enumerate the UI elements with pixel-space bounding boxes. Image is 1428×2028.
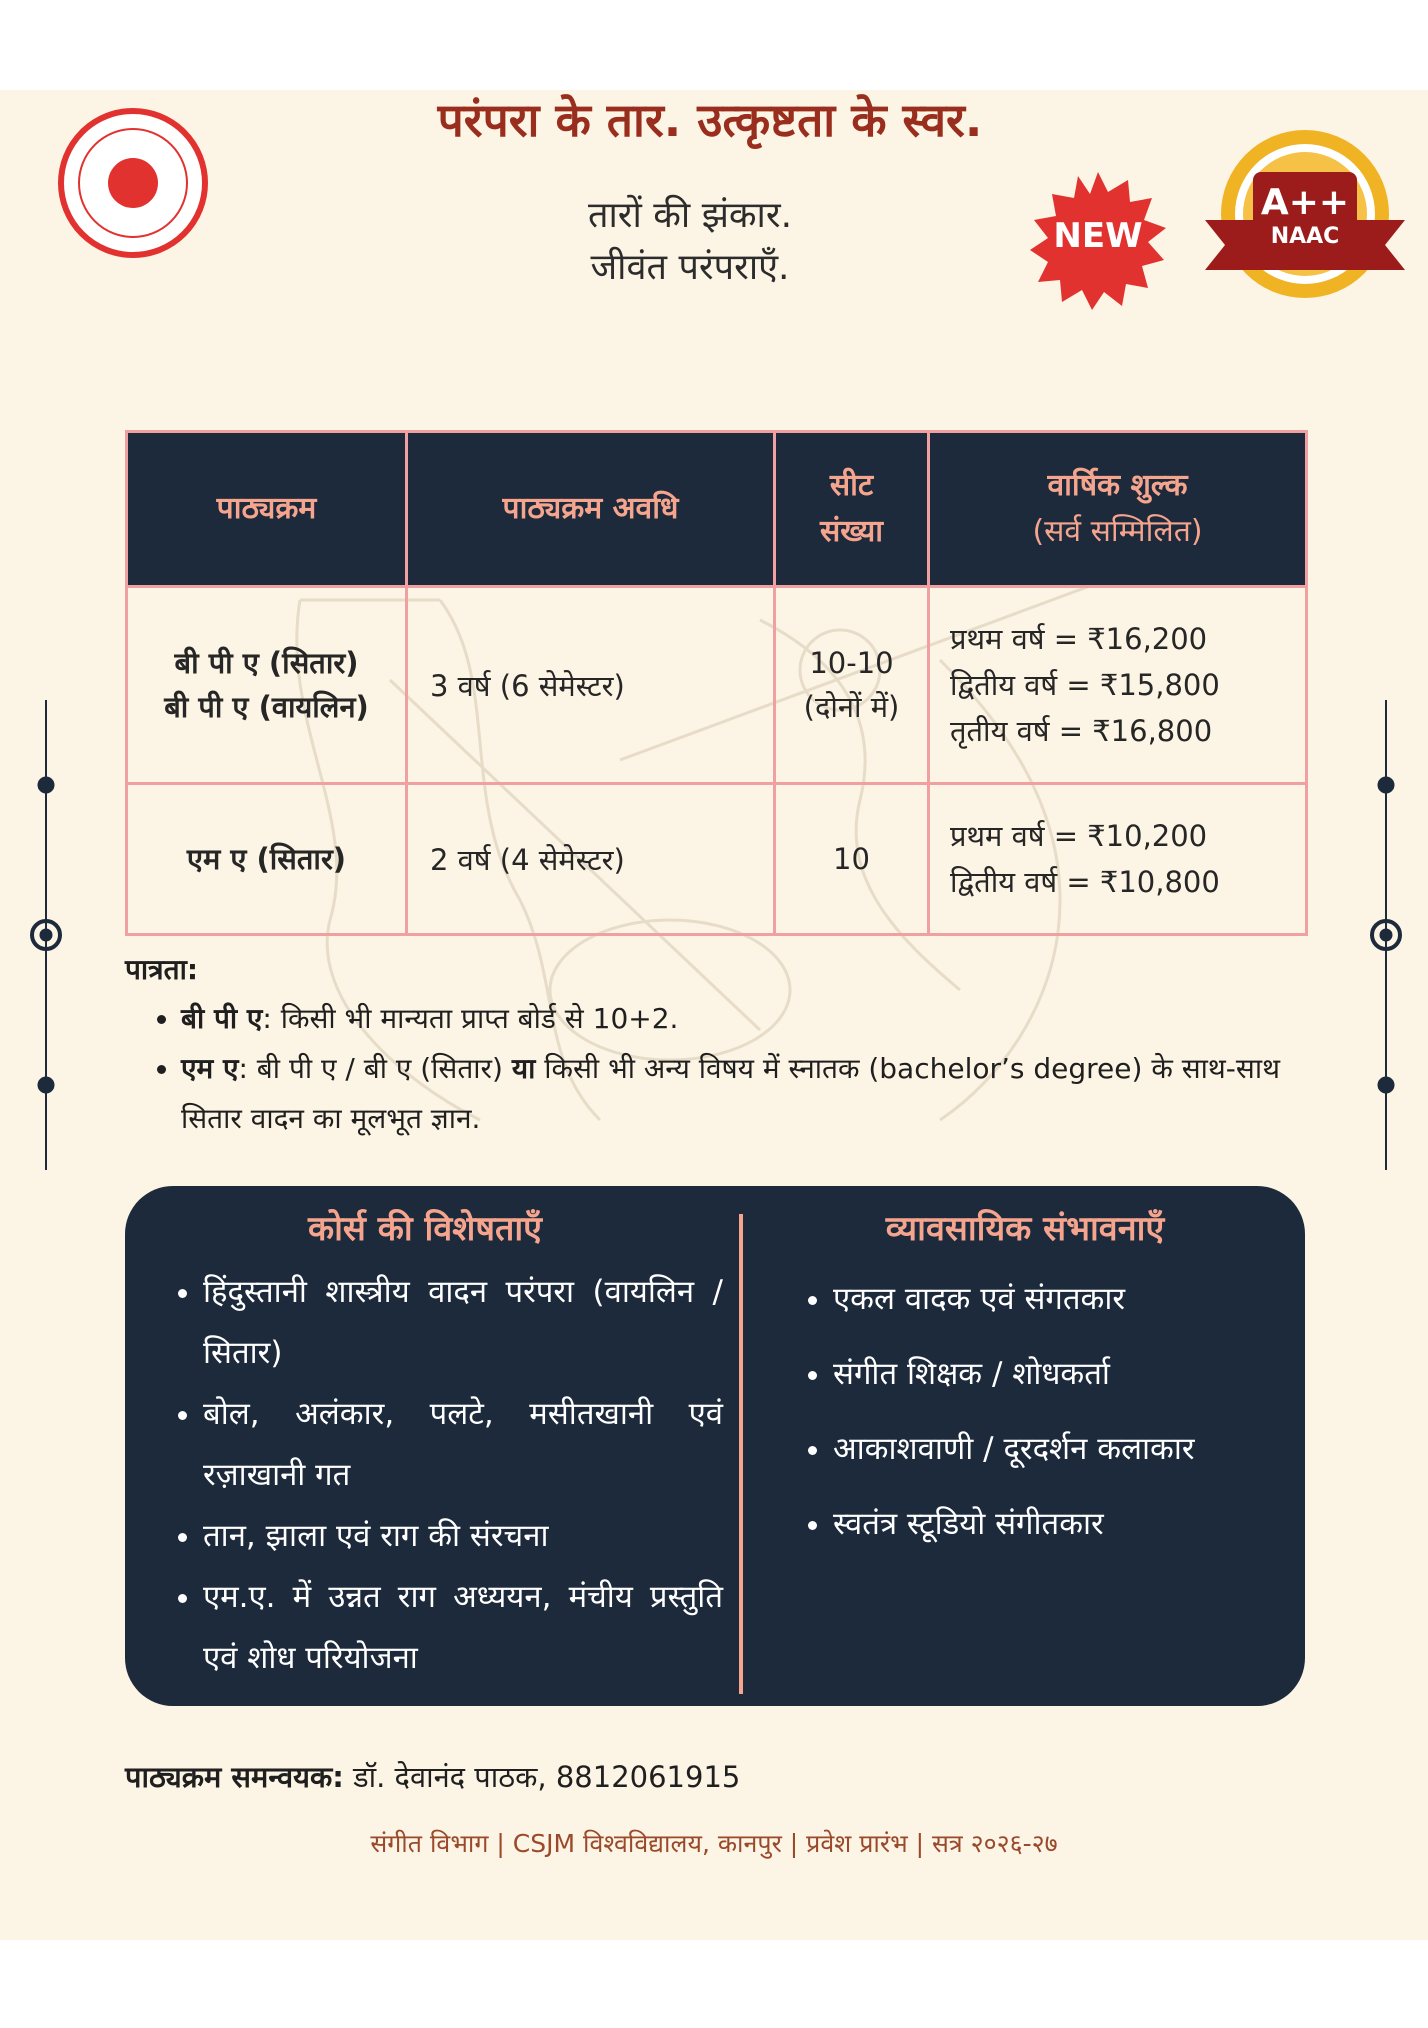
seat-count: 10-10: [809, 646, 894, 680]
eligibility-key: बी पी ए: [181, 1002, 263, 1035]
cell-seats: [775, 784, 929, 935]
features-panel: [125, 1186, 1305, 1706]
coordinator-value: डॉ. देवानंद पाठक, 8812061915: [343, 1760, 741, 1794]
table-row: [127, 784, 1307, 935]
header-course: पाठ्यक्रम: [127, 432, 407, 587]
list-item: [181, 1044, 1315, 1144]
course-name: एम ए (सितार): [186, 842, 347, 876]
cell-fee: [929, 784, 1307, 935]
list-item: • बोल, अलंकार, पलटे, मसीतखानी एवं रज़ाखानी गत: [203, 1384, 723, 1506]
panel-divider: [739, 1214, 743, 1694]
careers-list: [785, 1262, 1313, 1562]
eligibility-emphasis: या: [511, 1052, 536, 1085]
cell-duration: 3 वर्ष (6 सेमेस्टर): [407, 587, 775, 784]
features-list: [155, 1262, 723, 1689]
header-fee-line-1: वार्षिक शुल्क: [1047, 468, 1188, 503]
eligibility-text: किसी भी अन्य विषय में स्नातक (bachelor’s degree) के साथ-साथ सितार वादन का मूलभूत ज्ञान.: [181, 1052, 1280, 1135]
eligibility-list: [125, 994, 1315, 1144]
table-row: [127, 587, 1307, 784]
header-seats-line-1: सीट: [829, 468, 874, 503]
footer: संगीत विभाग | CSJM विश्वविद्यालय, कानपुर | प्रवेश प्रारंभ | सत्र २०२६-२७: [370, 1829, 1058, 1858]
headline: परंपरा के तार. उत्कृष्टता के स्वर.: [437, 93, 983, 147]
table-header-row: [127, 432, 1307, 587]
list-item: • एम.ए. में उन्नत राग अध्ययन, मंचीय प्रस्तुति एवं शोध परियोजना: [203, 1567, 723, 1689]
course-name: बी पी ए (सितार): [174, 646, 359, 680]
list-item: • हिंदुस्तानी शास्त्रीय वादन परंपरा (वायलिन / सितार): [203, 1262, 723, 1384]
eligibility-title: पात्रता:: [125, 953, 199, 986]
right-ornament: [1366, 700, 1406, 1170]
cell-course: [127, 784, 407, 935]
cell-course: [127, 587, 407, 784]
header-seats-line-2: संख्या: [820, 514, 883, 549]
naac-label: NAAC: [1270, 224, 1340, 249]
list-item: • स्वतंत्र स्टूडियो संगीतकार: [833, 1487, 1313, 1562]
eligibility-text: : बी पी ए / बी ए (सितार): [238, 1052, 512, 1085]
eligibility-section: [125, 950, 1315, 1144]
header-fee-line-2: (सर्व सम्मिलित): [1032, 514, 1203, 549]
coordinator-label: पाठ्यक्रम समन्वयक:: [125, 1760, 344, 1794]
new-badge-label: NEW: [1053, 216, 1143, 256]
header-duration: पाठ्यक्रम अवधि: [407, 432, 775, 587]
tagline-line-2: जीवंत परंपराएँ.: [590, 247, 790, 288]
cell-seats: [775, 587, 929, 784]
coordinator-line: [125, 1757, 740, 1796]
fee-line: द्वितीय वर्ष = ₹15,800: [950, 668, 1220, 702]
cell-fee: [929, 587, 1307, 784]
seat-count: 10: [833, 842, 870, 876]
list-item: • तान, झाला एवं राग की संरचना: [203, 1506, 723, 1567]
tagline: [430, 190, 950, 294]
naac-seal: [1205, 110, 1405, 340]
list-item: • एकल वादक एवं संगतकार: [833, 1262, 1313, 1337]
university-logo: [58, 108, 208, 258]
fee-line: प्रथम वर्ष = ₹10,200: [950, 819, 1208, 853]
eligibility-text: : किसी भी मान्यता प्राप्त बोर्ड से 10+2.: [262, 1002, 679, 1035]
features-title: कोर्स की विशेषताएँ: [308, 1209, 542, 1249]
fee-line: प्रथम वर्ष = ₹16,200: [950, 622, 1208, 656]
logo-emblem: [108, 158, 158, 208]
list-item: [181, 994, 1315, 1044]
fees-table: [125, 430, 1308, 936]
header-fee: [929, 432, 1307, 587]
header-seats: [775, 432, 929, 587]
fee-line: तृतीय वर्ष = ₹16,800: [950, 714, 1213, 748]
eligibility-key: एम ए: [181, 1052, 239, 1085]
seat-note: (दोनों में): [803, 690, 900, 724]
left-ornament: [26, 700, 66, 1170]
list-item: • संगीत शिक्षक / शोधकर्ता: [833, 1337, 1313, 1412]
new-badge: [1028, 170, 1168, 310]
naac-grade: A++: [1260, 182, 1350, 223]
list-item: • आकाशवाणी / दूरदर्शन कलाकार: [833, 1412, 1313, 1487]
careers-title: व्यावसायिक संभावनाएँ: [885, 1209, 1165, 1249]
course-name: बी पी ए (वायलिन): [164, 690, 369, 724]
tagline-line-1: तारों की झंकार.: [587, 195, 793, 236]
cell-duration: 2 वर्ष (4 सेमेस्टर): [407, 784, 775, 935]
fee-line: द्वितीय वर्ष = ₹10,800: [950, 865, 1220, 899]
